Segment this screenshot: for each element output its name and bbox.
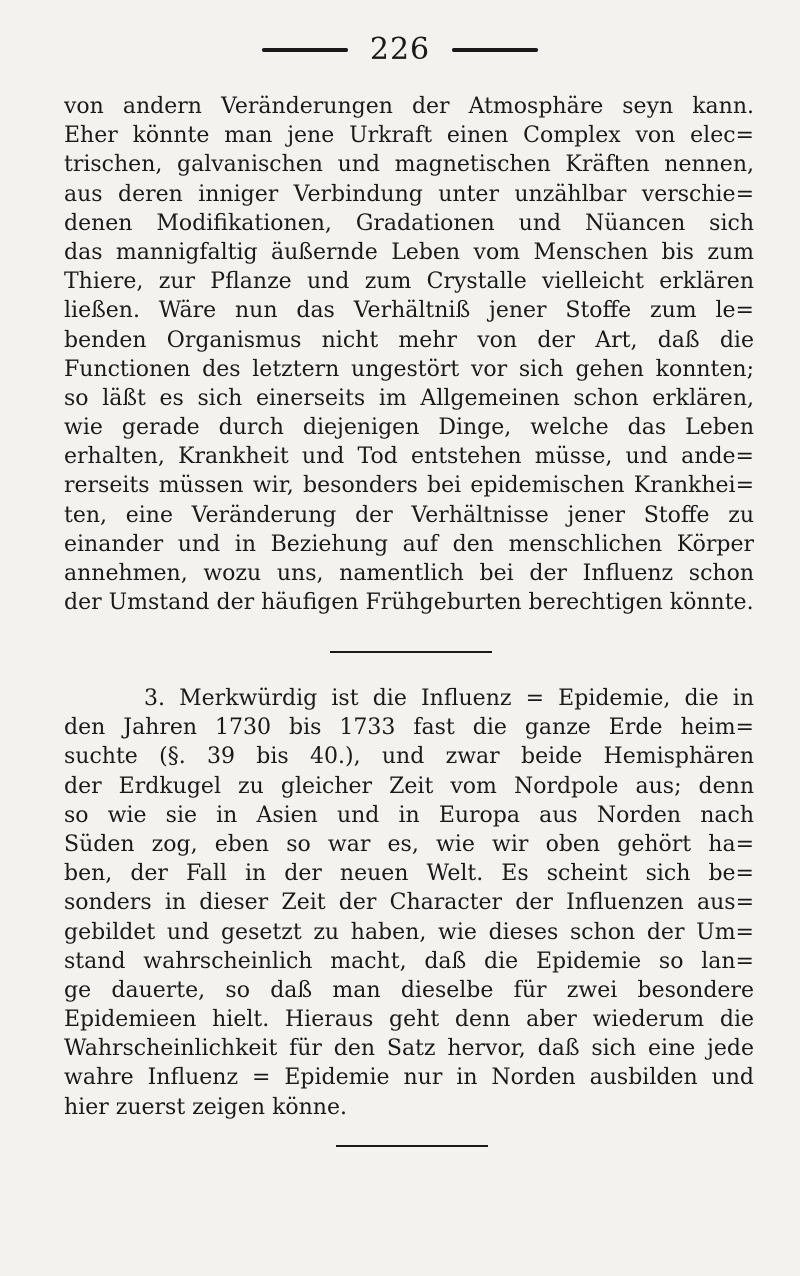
text-line: aus deren inniger Verbindung unter unzählbar verschie=: [64, 181, 754, 207]
text-line: den Jahren 1730 bis 1733 fast die ganze Erde heim=: [64, 715, 754, 741]
text-line: suchte (§. 39 bis 40.), und zwar beide Hemisphären: [64, 744, 754, 770]
text-line: das mannigfaltig äußernde Leben vom Menschen bis zum: [64, 239, 754, 265]
text-line: Eher könnte man jene Urkraft einen Complex von elec=: [64, 123, 754, 149]
text-line: der Erdkugel zu gleicher Zeit vom Nordpole aus; denn: [64, 773, 754, 799]
text-line: Süden zog, eben so war es, wie wir oben gehört ha=: [64, 831, 754, 857]
text-line: erhalten, Krankheit und Tod entstehen müsse, und ande=: [64, 444, 754, 470]
text-line: benden Organismus nicht mehr von der Art, daß die: [64, 327, 754, 353]
text-line: hier zuerst zeigen könne.: [64, 1094, 347, 1120]
text-line: ben, der Fall in der neuen Welt. Es scheint sich be=: [64, 861, 754, 887]
text-line: ließen. Wäre nun das Verhältniß jener Stoffe zum le=: [64, 298, 754, 324]
text-line: Thiere, zur Pflanze und zum Crystalle vielleicht erklären: [64, 269, 754, 295]
text-line: sonders in dieser Zeit der Character der Influenzen aus=: [64, 890, 754, 916]
section-divider: [330, 651, 492, 653]
text-line: stand wahrscheinlich macht, daß die Epidemie so lan=: [64, 948, 754, 974]
header-rule-right: [452, 48, 538, 52]
text-line: ge dauerte, so daß man dieselbe für zwei besondere: [64, 977, 754, 1003]
text-line: wahre Influenz = Epidemie nur in Norden ausbilden und: [64, 1065, 754, 1091]
paragraph-1: [64, 92, 754, 617]
text-line: trischen, galvanischen und magnetischen Kräften nennen,: [64, 152, 754, 178]
text-line: einander und in Beziehung auf den menschlichen Körper: [64, 531, 754, 557]
end-divider: [336, 1145, 488, 1147]
header-rule-left: [262, 48, 348, 52]
text-line: 3. Merkwürdig ist die Influenz = Epidemie, die in: [144, 686, 754, 711]
text-line: Epidemieen hielt. Hieraus geht denn aber wiederum die: [64, 1007, 754, 1033]
text-line: gebildet und gesetzt zu haben, wie dieses schon der Um=: [64, 919, 754, 945]
text-line: annehmen, wozu uns, namentlich bei der Influenz schon: [64, 561, 754, 586]
text-line: Functionen des letztern ungestört vor sich gehen konnten;: [64, 356, 754, 382]
text-line: wie gerade durch diejenigen Dinge, welche das Leben: [64, 415, 754, 441]
text-line: so wie sie in Asien und in Europa aus Norden nach: [64, 802, 754, 828]
page-header: [0, 30, 800, 70]
text-line: von andern Veränderungen der Atmosphäre seyn kann.: [64, 94, 754, 119]
text-line: der Umstand der häufigen Frühgeburten berechtigen könnte.: [64, 590, 754, 616]
paragraph-2: [64, 684, 754, 1122]
text-line: denen Modifikationen, Gradationen und Nüancen sich: [64, 210, 754, 236]
text-line: rerseits müssen wir, besonders bei epidemischen Krankhei=: [64, 473, 754, 499]
page-number: 226: [369, 32, 431, 67]
text-line: Wahrscheinlichkeit für den Satz hervor, daß sich eine jede: [64, 1036, 754, 1062]
text-line: so läßt es sich einerseits im Allgemeinen schon erklären,: [64, 385, 754, 411]
text-line: ten, eine Veränderung der Verhältnisse jener Stoffe zu: [64, 502, 754, 528]
